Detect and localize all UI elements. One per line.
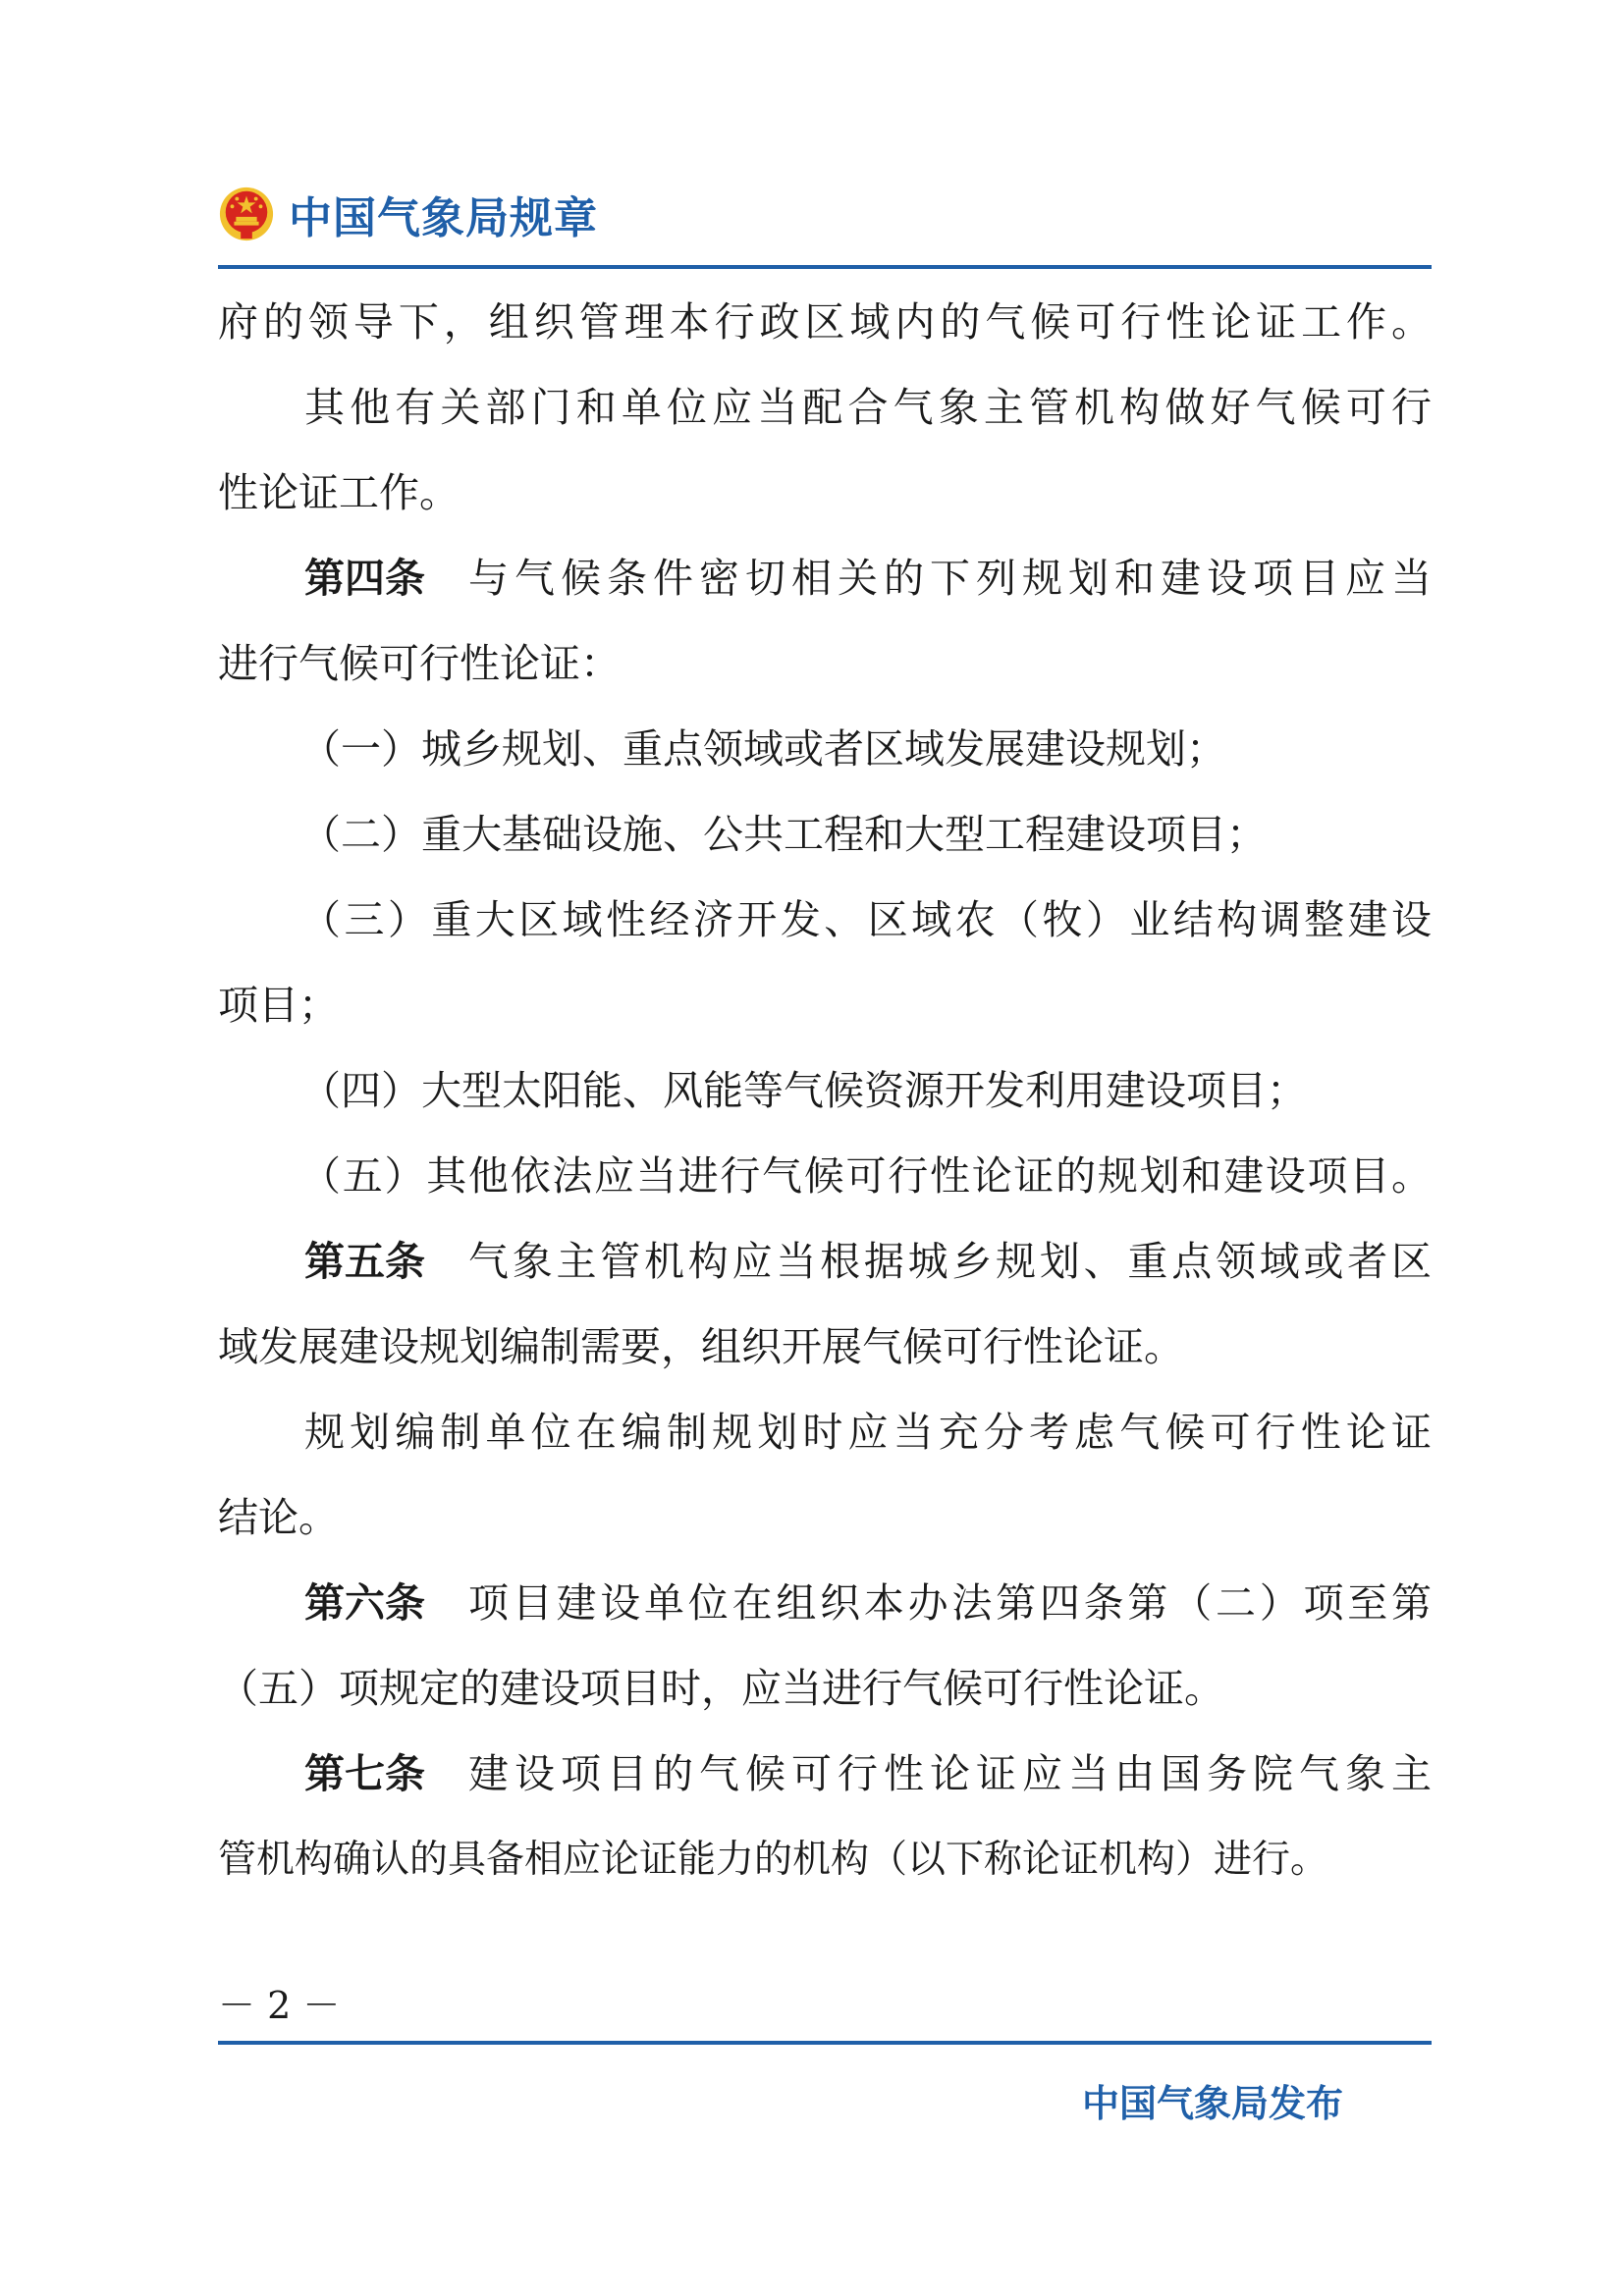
page-number: － 2 － xyxy=(218,1984,341,2027)
paragraph-line: 规划编制单位在编制规划时应当充分考虑气候可行性论证 xyxy=(304,1409,1432,1456)
article-5-text: 气象主管机构应当根据城乡规划、重点领域或者区 xyxy=(468,1238,1432,1285)
list-item: （二）重大基础设施、公共工程和大型工程建设项目； xyxy=(300,811,1267,858)
footer-publisher: 中国气象局发布 xyxy=(1081,2082,1343,2125)
article-7-line xyxy=(218,1732,1432,1817)
article-6-title: 第六条 xyxy=(304,1579,425,1627)
paragraph-line: 结论。 xyxy=(218,1494,339,1541)
paragraph-line: 其他有关部门和单位应当配合气象主管机构做好气候可行 xyxy=(304,384,1432,431)
article-5-title: 第五条 xyxy=(304,1238,425,1285)
list-item-continuation: 项目； xyxy=(218,982,339,1029)
paragraph-line: 域发展建设规划编制需要，组织开展气候可行性论证。 xyxy=(218,1323,1184,1370)
list-item: （四）大型太阳能、风能等气候资源开发利用建设项目； xyxy=(300,1067,1307,1114)
header-divider xyxy=(218,265,1432,269)
list-item: （一）城乡规划、重点领域或者区域发展建设规划； xyxy=(300,725,1226,773)
article-4-text: 与气候条件密切相关的下列规划和建设项目应当 xyxy=(468,555,1432,602)
article-6-text: 项目建设单位在组织本办法第四条第（二）项至第 xyxy=(468,1579,1432,1627)
list-item: （五）其他依法应当进行气候可行性论证的规划和建设项目。 xyxy=(300,1152,1432,1200)
paragraph-line: 府的领导下，组织管理本行政区域内的气候可行性论证工作。 xyxy=(218,298,1432,346)
header-title: 中国气象局规章 xyxy=(289,193,598,243)
article-5-line xyxy=(218,1219,1432,1305)
article-7-title: 第七条 xyxy=(304,1750,425,1797)
article-6-line xyxy=(218,1561,1432,1646)
article-4-line xyxy=(218,536,1432,621)
article-4-title: 第四条 xyxy=(304,555,425,602)
paragraph-line: （五）项规定的建设项目时，应当进行气候可行性论证。 xyxy=(218,1665,1224,1712)
paragraph-line: 管机构确认的具备相应论证能力的机构（以下称论证机构）进行。 xyxy=(218,1838,1329,1882)
document-header xyxy=(218,175,598,253)
paragraph-line: 进行气候可行性论证： xyxy=(218,640,621,687)
paragraph-line: 性论证工作。 xyxy=(218,469,460,516)
footer-divider xyxy=(218,2041,1432,2045)
article-7-text: 建设项目的气候可行性论证应当由国务院气象主 xyxy=(468,1750,1432,1797)
list-item: （三）重大区域性经济开发、区域农（牧）业结构调整建设 xyxy=(300,896,1432,943)
national-emblem-icon xyxy=(218,186,275,242)
document-body xyxy=(218,280,1432,1902)
